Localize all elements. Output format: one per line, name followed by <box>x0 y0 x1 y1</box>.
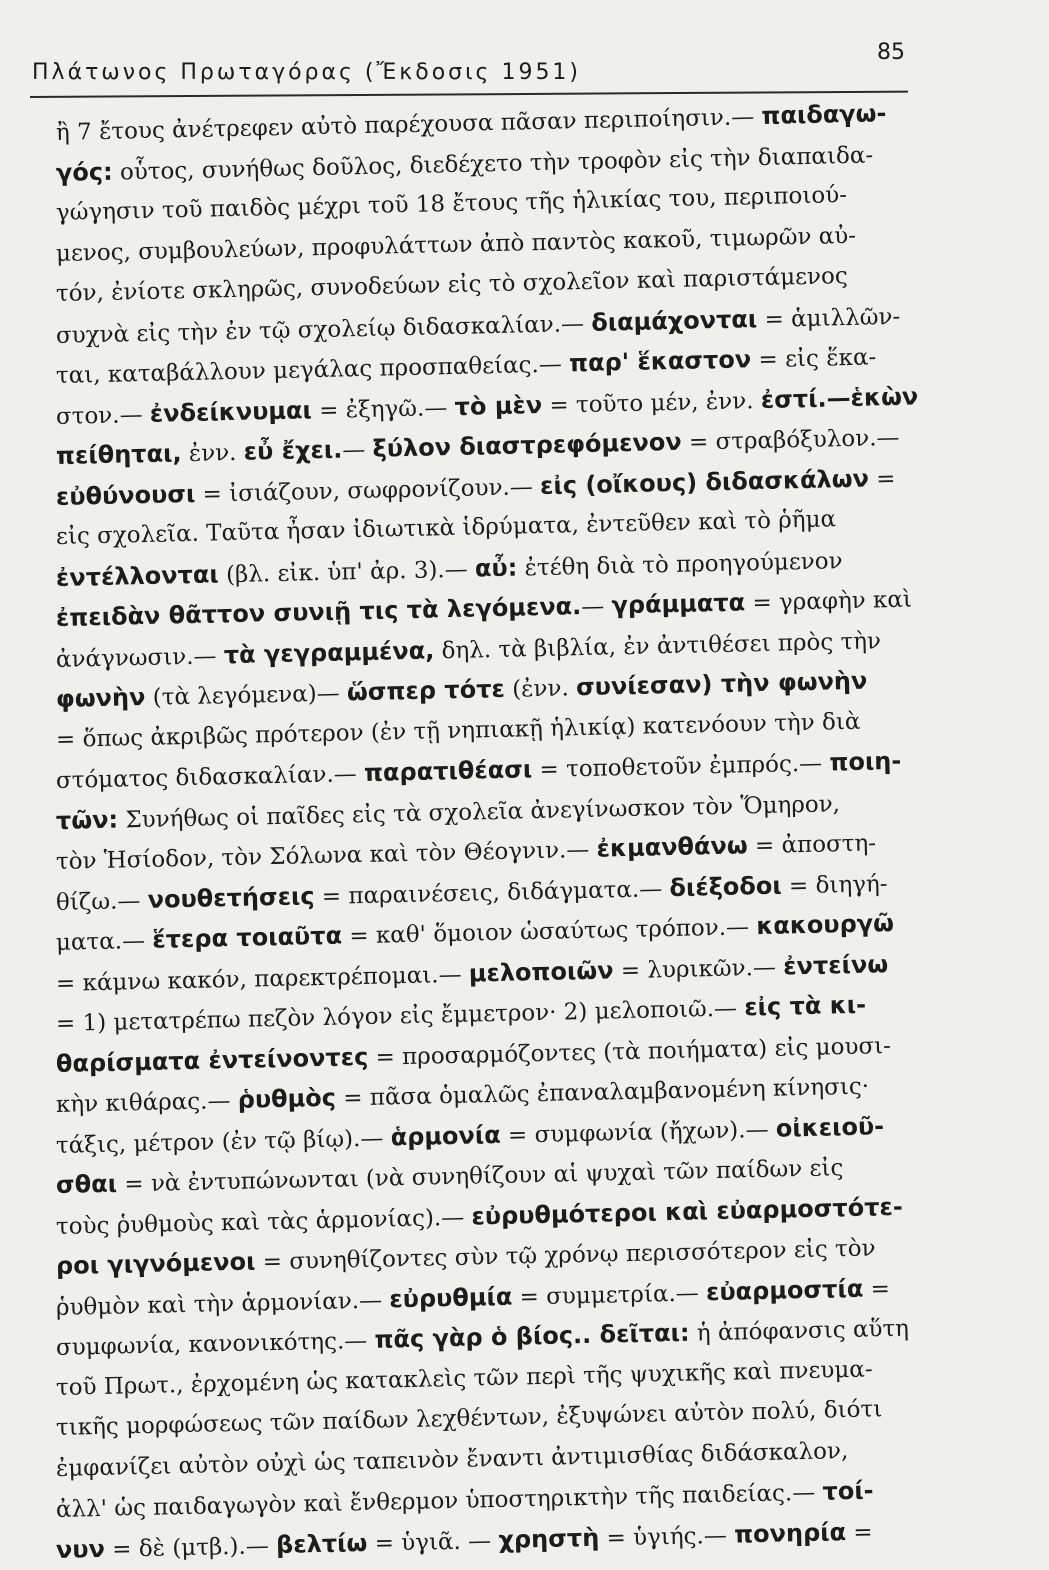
lemma-term: ὥσπερ τότε <box>346 674 506 707</box>
lemma-term: ἐνδείκνυμαι <box>149 395 313 428</box>
gloss-text: ἀλλ' ὡς παιδαγωγὸν καὶ ἔνθερμον ὑποστηρικτὴν τῆς παιδείας.— <box>55 1479 823 1523</box>
lemma-term: φωνὴν <box>55 682 146 713</box>
gloss-text: κὴν κιθάρας.— <box>55 1087 239 1118</box>
lemma-term: εὐρυθμότεροι καὶ εὐαρμοστότε- <box>471 1192 904 1231</box>
lemma-term: οἰκειοῦ- <box>775 1111 885 1143</box>
lemma-term: γός: <box>55 157 113 187</box>
gloss-text: ἡ ἀπόφανσις αὕτη <box>689 1315 910 1347</box>
lemma-term: ἐντέλλονται <box>55 559 220 592</box>
gloss-text: = νὰ ἐντυπώνωνται (νὰ συνηθίζουν αἱ ψυχαὶ τῶν παίδων εἰς <box>116 1155 844 1198</box>
gloss-text: = στραβόξυλον.— <box>681 424 900 456</box>
page-number: 85 <box>877 40 905 65</box>
lemma-term: εἰς τὰ κι- <box>743 990 867 1022</box>
gloss-text: (βλ. εἰκ. ὑπ' ἀρ. 3).— <box>218 555 476 588</box>
gloss-text: ἢ 7 ἔτους ἀνέτρεφεν αὐτὸ παρέχουσα πᾶσαν περιποίησιν.— <box>55 103 762 146</box>
lemma-term: σθαι <box>55 1169 118 1199</box>
gloss-text: = συνηθίζοντες σὺν τῷ χρόνῳ περισσότερον εἰς τὸν <box>255 1235 876 1276</box>
lemma-term: ποιη- <box>829 746 902 777</box>
gloss-text: Συνήθως οἱ παῖδες εἰς τὰ σχολεῖα ἀνεγίνωσκον τὸν Ὅμηρον, <box>117 790 841 834</box>
gloss-text: = <box>845 1518 873 1546</box>
gloss-text: δηλ. τὰ βιβλία, ἐν ἀντιθέσει πρὸς τὴν <box>433 627 882 664</box>
lemma-term: μελοποιῶν <box>468 955 614 988</box>
lemma-term: ἁρμονία <box>390 1120 501 1151</box>
gloss-text: ἐμφανίζει αὐτὸν οὐχὶ ὡς ταπεινὸν ἔναντι ἀντιμισθίας διδάσκαλον, <box>55 1437 849 1482</box>
lemma-term: ἐπειδὰν θᾶττον συνιῇ τις τὰ λεγόμενα. <box>55 592 582 632</box>
gloss-text: = συμμετρία.— <box>512 1279 707 1311</box>
lemma-term: εὐαρμοστία <box>705 1274 864 1306</box>
lemma-term: διέξοδοι <box>669 871 782 902</box>
gloss-text: = 1) μετατρέπω πεζὸν λόγον εἰς ἔμμετρον· 2) μελοποιῶ.— <box>55 995 745 1037</box>
gloss-text: (ἐνν. <box>504 675 577 703</box>
lemma-term: διαμάχονται <box>590 304 758 337</box>
lemma-term: ῥυθμὸς <box>237 1083 337 1114</box>
gloss-text: μενος, συμβουλεύων, προφυλάττων ἀπὸ παντὸς κακοῦ, τιμωρῶν αὐ- <box>55 222 857 267</box>
gloss-text: γώγησιν τοῦ παιδὸς μέχρι τοῦ 18 ἔτους τῆς ἡλικίας του, περιποιού- <box>55 182 848 226</box>
gloss-text: ἐνν. <box>181 439 245 468</box>
gloss-text: θίζω.— <box>55 887 149 916</box>
gloss-text: = ἰσιάζουν, σωφρονίζουν.— <box>195 473 541 508</box>
gloss-text: οὗτος, συνήθως δοῦλος, διεδέχετο τὴν τροφὸν εἰς τὴν διαπαιδα- <box>112 141 874 186</box>
gloss-text: = ἁμιλλῶν- <box>756 303 901 333</box>
gloss-text: — <box>342 436 373 464</box>
gloss-text: = ἐξηγῶ.— <box>311 394 455 424</box>
running-header: Πλάτωνος Πρωταγόρας (Ἔκδοσις 1951) <box>32 60 582 85</box>
gloss-text: = κάμνω κακόν, παρεκτρέπομαι.— <box>55 961 470 997</box>
gloss-text: (τὰ λεγόμενα)— <box>145 680 348 711</box>
gloss-text: ἀνάγνωσιν.— <box>55 642 225 673</box>
gloss-text: = προσαρμόζοντες (τὰ ποιήματα) εἰς μουσι- <box>367 1032 892 1071</box>
gloss-text: = συμφωνία (ἤχων).— <box>500 1116 777 1149</box>
gloss-text: = τοῦτο μέν, ἐνν. <box>541 387 762 419</box>
lemma-term: ἕτερα τοιαῦτα <box>152 921 343 954</box>
lemma-term: παρατιθέασι <box>363 755 533 788</box>
lemma-term: τὸ μὲν <box>454 390 543 421</box>
lemma-term: χρηστὴ <box>498 1523 600 1554</box>
lemma-term: εὐρυθμία <box>389 1282 513 1313</box>
lemma-term: εὐθύνουσι <box>55 479 196 511</box>
lemma-term: νουθετήσεις <box>147 881 315 914</box>
gloss-text: = τοποθετοῦν ἐμπρός.— <box>531 750 830 784</box>
gloss-text: = δὲ (μτβ.).— <box>104 1532 277 1563</box>
gloss-text: εἰς σχολεῖα. Ταῦτα ἦσαν ἰδιωτικὰ ἱδρύματα, ἐντεῦθεν καὶ τὸ ῥῆμα <box>55 506 837 550</box>
gloss-text: τόν, ἐνίοτε σκληρῶς, συνοδεύων εἰς τὸ σχολεῖον καὶ παριστάμενος <box>55 263 849 307</box>
gloss-text: = <box>862 1275 891 1303</box>
lemma-term: κακουργῶ <box>755 908 895 941</box>
gloss-text: = ὑγιής.— <box>598 1522 735 1552</box>
lemma-term: νυν <box>55 1534 106 1564</box>
gloss-text: = ὅπως ἀκριβῶς πρότερον (ἐν τῇ νηπιακῇ ἡλικίᾳ) κατενόουν τὴν διὰ <box>55 708 861 753</box>
gloss-text: ται, καταβάλλουν μεγάλας προσπαθείας.— <box>55 351 570 389</box>
gloss-text: συμφωνία, κανονικότης.— <box>55 1327 375 1361</box>
lemma-term: ἐστί.—ἑκὼν <box>760 381 919 414</box>
commentary-text <box>55 99 946 1570</box>
lemma-term: γράμματα <box>611 588 746 620</box>
gloss-text: συχνὰ εἰς τὴν ἐν τῷ σχολείῳ διδασκαλίαν.— <box>55 310 592 349</box>
gloss-text: ῥυθμὸν καὶ τὴν ἁρμονίαν.— <box>55 1286 390 1321</box>
gloss-text: τοὺς ῥυθμοὺς καὶ τὰς ἁρμονίας).— <box>55 1204 472 1240</box>
lemma-term: ξύλον διαστρεφόμενον <box>372 427 682 463</box>
lemma-term: βελτίω <box>275 1528 368 1559</box>
lemma-term: τῶν: <box>55 805 119 835</box>
gloss-text: = καθ' ὅμοιον ὡσαύτως τρόπον.— <box>341 914 757 950</box>
gloss-text: = εἰς ἕκα- <box>750 344 877 374</box>
lemma-term: εὖ ἔχει. <box>243 435 343 466</box>
lemma-term: εἰς (οἴκους) διδασκάλων <box>539 464 870 500</box>
lemma-term: παρ' ἕκαστον <box>568 345 752 378</box>
lemma-term: θαρίσματα ἐντείνοντες <box>55 1042 369 1078</box>
gloss-text: = γραφὴν καὶ <box>744 586 913 617</box>
gloss-text: στον.— <box>55 401 151 430</box>
lemma-term: πείθηται, <box>55 439 182 470</box>
gloss-text: — <box>580 593 612 621</box>
gloss-text: τάξις, μέτρον (ἐν τῷ βίῳ).— <box>55 1124 391 1159</box>
gloss-text: ματα.— <box>55 927 153 956</box>
gloss-text: = παραινέσεις, διδάγματα.— <box>314 875 670 910</box>
gloss-text: = λυρικῶν.— <box>613 954 784 984</box>
lemma-term: συνίεσαν) τὴν φωνὴν <box>575 666 868 702</box>
lemma-term: παιδαγω- <box>761 99 887 130</box>
gloss-text: τοῦ Πρωτ., ἐρχομένη ὡς κατακλεὶς τῶν περὶ τῆς ψυχικῆς καὶ πνευμα- <box>55 1355 873 1401</box>
gloss-text: τὸν Ἡσίοδον, τὸν Σόλωνα καὶ τὸν Θέογνιν.— <box>55 836 597 875</box>
gloss-text: τικῆς μορφώσεως τῶν παίδων λεχθέντων, ἐξυψώνει αὐτὸν πολύ, διότι <box>55 1396 883 1441</box>
lemma-term: ἐντείνω <box>782 949 889 980</box>
gloss-text: = ἀποστη- <box>747 830 877 860</box>
gloss-text: στόματος διδασκαλίαν.— <box>55 761 365 794</box>
lemma-term: τοί- <box>822 1476 874 1506</box>
gloss-text: = <box>868 465 896 493</box>
lemma-term: ροι γιγνόμενοι <box>55 1247 256 1280</box>
lemma-term: αὖ: <box>474 553 518 582</box>
lemma-term: πονηρία <box>733 1517 847 1549</box>
gloss-text: = πᾶσα ὁμαλῶς ἐπαναλαμβανομένη κίνησις· <box>335 1073 870 1112</box>
lemma-term: ἐκμανθάνω <box>596 831 748 863</box>
lemma-term: πᾶς γὰρ ὁ βίος.. δεῖται: <box>374 1318 690 1354</box>
gloss-text: = διηγή- <box>781 870 888 900</box>
lemma-term: τὰ γεγραμμένα, <box>223 635 435 669</box>
gloss-text: ἐτέθη διὰ τὸ προηγούμενον <box>517 547 843 582</box>
gloss-text: = ὑγιᾶ. — <box>367 1527 499 1557</box>
